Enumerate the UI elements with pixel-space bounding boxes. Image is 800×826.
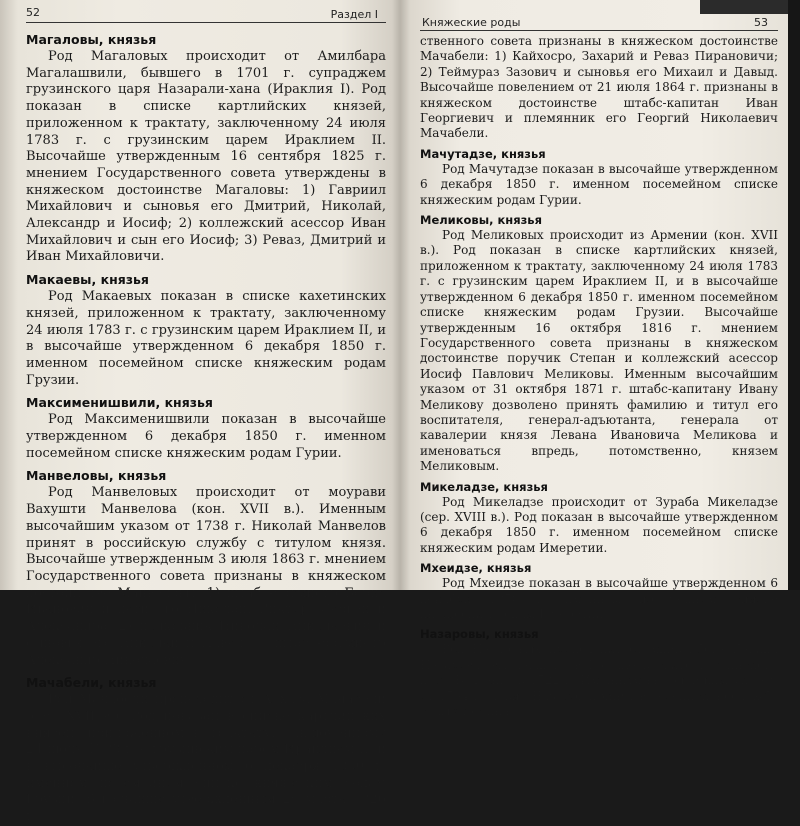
- entry-title: Макаевы, князья: [26, 272, 149, 288]
- entry-text: Род Меликовых происходит из Армении (кон. XVII в.). Род показан в списке картлийских князей, приложенном к трактату, заключенному 24 июля 1783 г. с грузинским царем Ираклием II, и в высочайше утвержденном 6 декабря 1850 г. именном посемейном списке княжеским родам Грузии. Высочайше утвержденным 16 октября 1816 г. мнением Государственного совета признаны в княжеском достоинстве поручик Степан и коллежский асессор Иосиф Павлович Меликовы. Именным высочайшим указом от 31 октября 1871 г. штабс-капитану Ивану Меликову дозволено принять фамилию и титул его воспитателя, генерал-адъютанта, генерала от кавалерии князя Левана Ивановича Меликова и именоваться впредь, потомственно, князем Меликовым.: [420, 228, 778, 474]
- entry-title: Меликовы, князья: [420, 213, 542, 228]
- background-edge: [788, 0, 800, 590]
- entry-text: Род Манвеловых происходит от моурави Вахушти Манвелова (кон. XVII в.). Именным высочайшим указом от 1738 г. Николай Манвелов принят в российскую службу с титулом князя. Высочайше утвержденным 3 июля 1863 г. мнением Государственного совета признаны в княжеском достоинстве Манвеловы: 1) штабс-ротмистр Борис Иванович и дети его Николай, Виктор, Сергей и Александра; 2) полковник Николай Николаевич и сыновья его Николай и Павел; 3) штабс-ротмистр Александр Николаевич.: [26, 485, 386, 668]
- left-page-header: [26, 6, 386, 26]
- continuation-text: ственного совета признаны в княжеском достоинстве Мачабели: 1) Кайхосро, Захарий и Реваз Пирановичи; 2) Теймураз Зазович и сыновья его Михаил и Давыд. Высочайше повелением от 21 июля 1864 г. признаны в княжеском достоинстве штабс-капитан Иван Георгиевич и племянник его Георгий Николаевич Мачабели.: [420, 34, 778, 141]
- right-page: [400, 0, 788, 719]
- entry-title: Мхеидзе, князья: [420, 561, 532, 576]
- entry-title: Назаровы, князья: [420, 627, 539, 642]
- left-page: [0, 0, 400, 825]
- entry-text: Род Мхеидзе показан в высочайше утвержденном 6 декабря 1850 г. именном посемейном списке княжеским родам Имеретии.: [420, 576, 778, 621]
- entry-title: Магаловы, князья: [26, 32, 157, 47]
- running-header: Раздел I: [330, 8, 378, 21]
- background-strip: [700, 0, 800, 14]
- entry-title: Манвеловы, князья: [26, 468, 167, 484]
- entry-text: Род Мачабели происходит от Алхаза Мачабели (сер. XVII в.). Род показан в списке картлийских князей, приложенном к трактату, заключенному 24 июля 1783 г. с грузинским царем Ираклием II, и в высочайше утвержденном 6 декабря 1850 г. именном посемейном списке княжеским родам Грузии. Высочайше утвержденным 25 марта 1826 г.: [26, 692, 386, 825]
- entry-text: Род Макаевых показан в списке кахетинских князей, приложенном к трактату, заключенному 24 июля 1783 г. с грузинским царем Ираклием II, и в высочайше утвержденном 6 декабря 1850 г. именном посемейном списке княжеским родам Грузии.: [26, 289, 386, 388]
- entry-text: Род Мачутадзе показан в высочайше утвержденном 6 декабря 1850 г. именном посемейном списке княжеским родам Гурии.: [420, 161, 778, 207]
- header-rule: [26, 22, 386, 23]
- entry-title: Микеладзе, князья: [420, 479, 548, 494]
- entry-text: Род Магаловых происходит от Амилбара Магалашвили, бывшего в 1701 г. супраджем грузинского царя Назарали-хана (Ираклия I). Род показан в списке картлийских князей, приложенном к трактату, заключенному 24 июля 1783 г. с грузинским царем Ираклием II. Высочайше утвержденным 16 сентября 1825 г. мнением Государственного совета утверждены в княжеском достоинстве Магаловы: 1) Гавриил Михайлович и сыновья его Дмитрий, Николай, Александр и Иосиф; 2) коллежский асессор Иван Михайлович и сын его Иосиф; 3) Реваз, Дмитрий и Иван Михайловичи.: [26, 49, 386, 265]
- entry-text: Род Назаровых происходит от мдиванбега Давида Назарова, выехавшего в Россию в свите грузинского царя Вахтанга в 1722 г. Именным высочайшим указом от 1734 г. Давид Назаров принят в российскую службу с титулом князя.: [420, 642, 778, 719]
- page-number: 52: [26, 6, 40, 19]
- running-header: Княжеские роды: [422, 16, 521, 29]
- entry-text: Род Микеладзе происходит от Зураба Микеладзе (сер. XVIII в.). Род показан в высочайше утвержденном 6 декабря 1850 г. именном посемейном списке княжеским родам Имеретии.: [420, 494, 778, 555]
- header-rule: [420, 30, 778, 31]
- entry-title: Мачабели, князья: [26, 675, 157, 691]
- right-page-header: [420, 14, 778, 34]
- entry-text: Род Максименишвили показан в высочайше утвержденном 6 декабря 1850 г. именном посемейном списке княжеским родам Гурии.: [26, 412, 386, 461]
- entry-title: Максименишвили, князья: [26, 395, 213, 411]
- entry-title: Мачутадзе, князья: [420, 146, 546, 161]
- page-number: 53: [754, 16, 768, 29]
